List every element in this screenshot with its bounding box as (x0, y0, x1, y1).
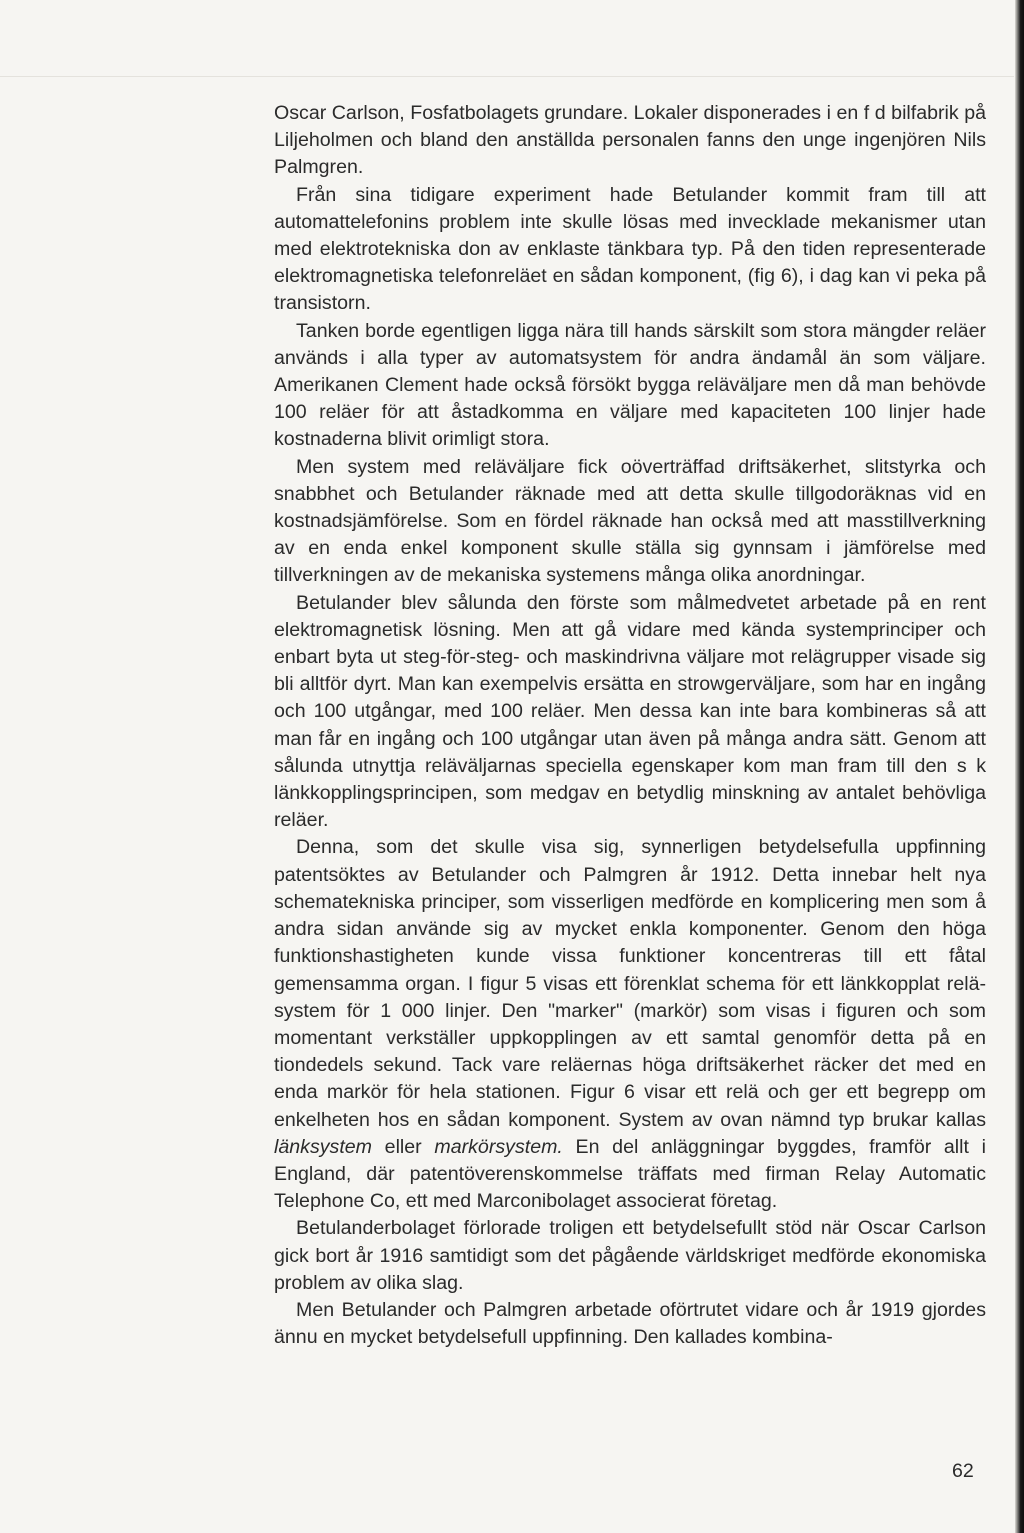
paragraph: Betulander blev sålunda den förste som målmedvetet arbetade på en rent elektromagnetisk lösning. Men att gå vidare med kända systemprinciper och enbart byta ut steg-för-steg- och maskindrivna väljare mot relägrupper visade sig bli alltför dyrt. Man kan exempelvis ersätta en strowgerväljare, som har en ingång och 100 utgångar, med 100 reläer. Men dessa kan inte bara kombineras så att man får en ingång och 100 utgångar utan även på många andra sätt. Genom att sålunda utnyttja reläväljarnas speciella egenskaper kom man fram till den s k länkkopplingsprincipen, som medgav en betydlig minskning av antalet behövliga reläer. (274, 591, 986, 832)
paragraph: Tanken borde egentligen ligga nära till hands särskilt som stora mängder reläer används i alla typer av automatsystem för andra ändamål än som väljare. Amerikanen Clement hade också försökt bygga reläväljare men då man behövde 100 reläer för att åstadkomma en väljare med kapaciteten 100 linjer hade kostnaderna blivit orimligt stora. (274, 319, 986, 451)
top-rule (0, 76, 1014, 77)
page-edge-shadow (1015, 0, 1024, 1533)
page-number: 62 (952, 1460, 974, 1482)
paragraph: Från sina tidigare experiment hade Betulander kommit fram till att automattelefonins problem inte skulle lösas med invecklade mekanismer utan med elektrotekniska don av enklaste tänkbara typ. På den tiden representerade elektromagnetiska telefonreläet en sådan komponent, (fig 6), i dag kan vi peka på transistorn. (274, 183, 986, 315)
body-text (274, 100, 986, 1351)
italic-term: länksystem (274, 1135, 372, 1158)
paragraph-text: eller (372, 1135, 435, 1158)
paragraph: Men Betulander och Palmgren arbetade oförtrutet vidare och år 1919 gjordes ännu en mycket betydelsefull uppfinning. Den kallades kombina- (274, 1298, 986, 1349)
paragraph: Betulanderbolaget förlorade troligen ett betydelsefullt stöd när Oscar Carlson gick bort år 1916 samtidigt som det pågående världskriget medförde ekonomiska problem av olika slag. (274, 1217, 986, 1294)
italic-term: markörsystem. (434, 1135, 563, 1158)
paragraph-text: En del anläggningar byggdes, framför allt i England, där patentöverenskommelse träffats med firman Relay Automatic Telephone Co, ett med Marconibolaget associerat företag. (274, 1135, 986, 1213)
paragraph (274, 834, 986, 1215)
paragraph: Oscar Carlson, Fosfatbolagets grundare. Lokaler disponerades i en f d bilfabrik på Liljeholmen och bland den anställda personalen fanns den unge ingenjören Nils Palmgren. (274, 102, 986, 179)
paragraph: Men system med reläväljare fick oöverträffad driftsäkerhet, slitstyrka och snabbhet och Betulander räknade med att detta skulle tillgodoräknas vid en kostnadsjämförelse. Som en fördel räknade han också med att masstillverkning av en enda enkel komponent skulle ställa sig gynnsam i jämförelse med tillverkningen av de mekaniska systemens många olika anordningar. (274, 455, 986, 587)
paragraph-text: Denna, som det skulle visa sig, synnerligen betydelsefulla uppfinning patentsöktes av Betulander och Palmgren år 1912. Detta innebar helt nya schematekniska principer, som visserligen medförde en komplicering men som å andra sidan använde sig av mycket enkla komponenter. Genom den höga funktionshastigheten kunde vissa funktioner koncentreras till ett fåtal gemensamma organ. I figur 5 visas ett förenklat schema för ett länkkopplat reläsystem för 1 000 linjer. Den "marker" (markör) som visas i figuren och som momentant verkställer uppkopplingen av ett samtal genomför detta på en tiondedels sekund. Tack vare reläernas höga driftsäkerhet räcker det med en enda markör för hela stationen. Figur 6 visar ett relä och ger ett begrepp om enkelheten hos en sådan komponent. System av ovan nämnd typ brukar kallas (274, 836, 986, 1131)
